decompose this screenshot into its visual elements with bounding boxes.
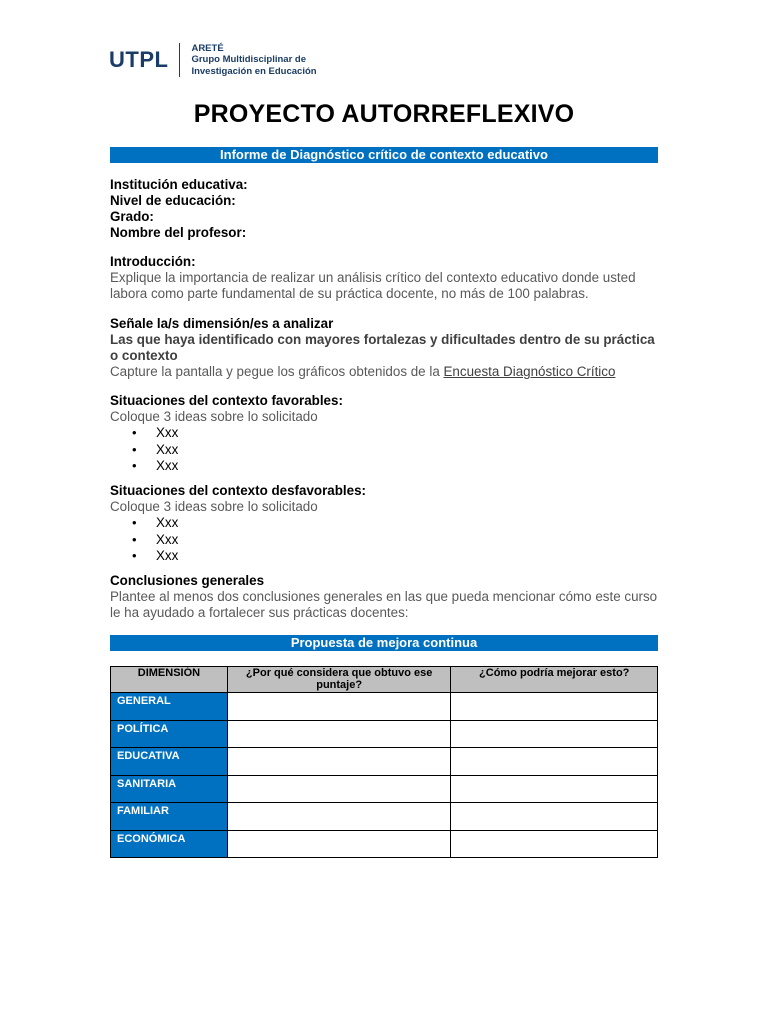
field-grado: Grado: (110, 209, 154, 224)
list-item: • Xxx (132, 515, 179, 530)
bullet-icon: • (132, 548, 137, 563)
intro-text: Explique la importancia de realizar un análisis crítico del contexto educativo donde usted labora como parte fundamental de su práctica docente, no más de 100 palabras. (110, 270, 636, 301)
list-item: • Xxx (132, 458, 179, 473)
answer-cell[interactable] (227, 720, 451, 748)
list-item: • Xxx (132, 425, 179, 440)
section-bar-propuesta: Propuesta de mejora continua (110, 635, 658, 651)
utpl-logo (109, 42, 317, 78)
answer-cell[interactable] (451, 803, 658, 831)
field-institucion: Institución educativa: (110, 177, 248, 192)
dimension-cell: EDUCATIVA (111, 748, 228, 776)
answer-cell[interactable] (451, 748, 658, 776)
dimension-cell: FAMILIAR (111, 803, 228, 831)
bullet-icon: • (132, 425, 137, 440)
dimensiones-heading: Señale la/s dimensión/es a analizar (110, 316, 334, 331)
table-header-row (111, 667, 658, 693)
field-nivel: Nivel de educación: (110, 193, 236, 208)
answer-cell[interactable] (227, 775, 451, 803)
list-item: • Xxx (132, 441, 179, 457)
mejora-table (110, 666, 658, 858)
conclusiones-section (110, 573, 658, 621)
favorables-heading: Situaciones del contexto favorables: (110, 393, 343, 408)
conclusiones-heading: Conclusiones generales (110, 573, 265, 588)
table-row (111, 775, 658, 803)
bullet-icon: • (132, 515, 137, 530)
dimensiones-section (110, 316, 655, 380)
info-fields (110, 177, 670, 241)
page-title: PROYECTO AUTORREFLEXIVO (193, 100, 575, 128)
table-row (111, 830, 658, 858)
field-profesor: Nombre del profesor: (110, 225, 247, 240)
answer-cell[interactable] (451, 775, 658, 803)
desfavorables-section (110, 483, 670, 565)
table-row (111, 720, 658, 748)
header-por-que: ¿Por qué considera que obtuvo ese puntaje? (227, 667, 451, 693)
answer-cell[interactable] (451, 720, 658, 748)
dimensiones-capture-line (110, 364, 655, 380)
favorables-instruction: Coloque 3 ideas sobre lo solicitado (110, 409, 318, 424)
section-bar-diagnostico: Informe de Diagnóstico crítico de contexto educativo (110, 147, 658, 163)
favorables-section (110, 393, 670, 475)
header-como-mejorar: ¿Cómo podría mejorar esto? (451, 667, 658, 693)
table-row (111, 693, 658, 721)
table-row (111, 803, 658, 831)
bullet-icon: • (132, 441, 137, 457)
logo-org-text (191, 43, 316, 78)
list-item: • Xxx (132, 531, 179, 547)
desfavorables-list (110, 515, 670, 565)
answer-cell[interactable] (227, 803, 451, 831)
desfavorables-instruction: Coloque 3 ideas sobre lo solicitado (110, 499, 318, 514)
header-dimension: DIMENSIÓN (111, 667, 228, 693)
answer-cell[interactable] (451, 830, 658, 858)
capture-text: Capture la pantalla y pegue los gráficos obtenidos de la (110, 364, 444, 379)
answer-cell[interactable] (227, 748, 451, 776)
answer-cell[interactable] (227, 693, 451, 721)
encuesta-link[interactable]: Encuesta Diagnóstico Crítico (443, 364, 616, 379)
dimension-cell: ECONÓMICA (111, 830, 228, 858)
dimension-cell: GENERAL (111, 693, 228, 721)
favorables-list (110, 425, 670, 475)
dimensiones-subheading: Las que haya identificado con mayores fortalezas y dificultades dentro de su práctica o contexto (110, 332, 655, 363)
logo-divider (179, 43, 180, 77)
answer-cell[interactable] (227, 830, 451, 858)
intro-section (110, 254, 660, 302)
conclusiones-text: Plantee al menos dos conclusiones generales en las que pueda mencionar cómo este curso le ha ayudado a fortalecer sus prácticas docentes: (110, 589, 658, 620)
bullet-icon: • (132, 531, 137, 547)
logo-wordmark: UTPL (109, 47, 169, 72)
intro-heading: Introducción: (110, 254, 196, 269)
table-row (111, 748, 658, 776)
desfavorables-heading: Situaciones del contexto desfavorables: (110, 483, 366, 498)
logo-org-line3: Investigación en Educación (191, 65, 317, 77)
logo-org-line1: ARETÉ (191, 42, 224, 54)
list-item: • Xxx (132, 548, 179, 563)
logo-org-line2: Grupo Multidisciplinar de (191, 54, 306, 66)
dimension-cell: POLÍTICA (111, 720, 228, 748)
bullet-icon: • (132, 458, 137, 473)
answer-cell[interactable] (451, 693, 658, 721)
dimension-cell: SANITARIA (111, 775, 228, 803)
